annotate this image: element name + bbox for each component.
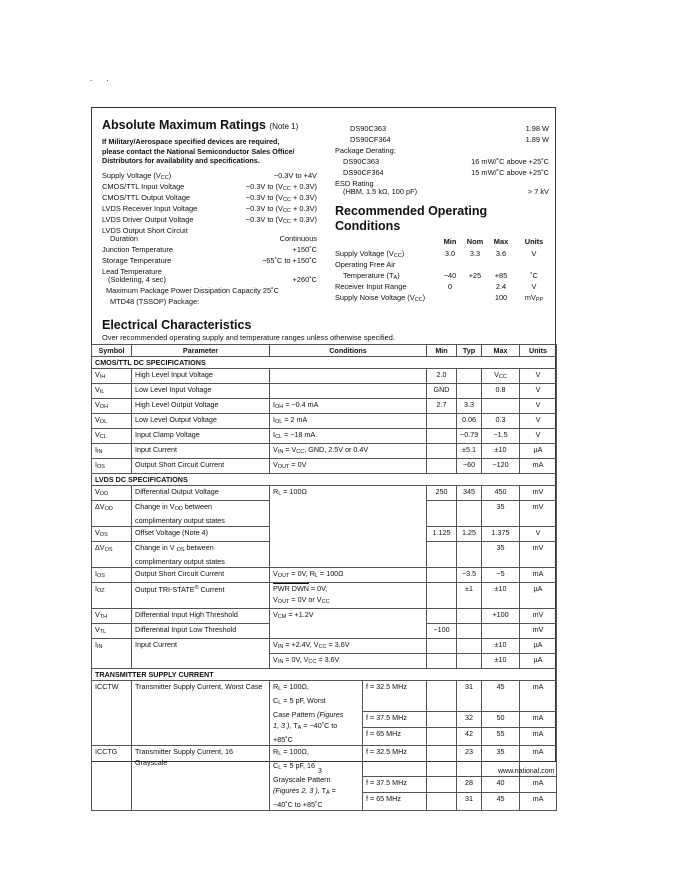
param-cell: Offset Voltage (Note 4)	[132, 527, 270, 542]
symbol-cell: ICCTW	[92, 681, 132, 746]
typ-cell	[457, 369, 482, 384]
max-cell: 1.375	[482, 527, 520, 542]
typ-cell	[457, 501, 482, 527]
typ-cell: −0.79	[457, 429, 482, 444]
amr-title-text: Absolute Maximum Ratings	[102, 118, 266, 132]
typ-cell: −60	[457, 459, 482, 474]
cond-cell: IOH = −0.4 mA	[270, 399, 427, 414]
warning-line: please contact the National Semiconductor Sales Office/	[102, 146, 295, 156]
max-cell: 55	[482, 727, 520, 745]
roc-value: 2.4	[495, 282, 507, 291]
min-cell	[427, 712, 457, 728]
amr-row: Storage Temperature	[102, 256, 172, 265]
section-row	[92, 357, 557, 369]
cond-cell: VOUT = 0V	[270, 459, 427, 474]
cond-cell	[270, 369, 427, 384]
max-cell: −120	[482, 459, 520, 474]
units-cell: mA	[520, 568, 557, 583]
roc-value: 3.6	[495, 249, 507, 258]
amr-right-row: (HBM, 1.5 kΩ, 100 pF)	[343, 187, 418, 196]
table-row	[92, 568, 557, 583]
symbol-cell: IOS	[92, 459, 132, 474]
roc-row: Temperature (TA)	[343, 271, 400, 281]
amr-warning	[102, 137, 312, 166]
freq-cell: f = 37.5 MHz	[363, 712, 427, 728]
symbol-cell: VTH	[92, 609, 132, 624]
typ-cell	[457, 384, 482, 399]
param-cell: Change in VOD between complimentary output states	[132, 501, 270, 527]
typ-cell: 0.06	[457, 414, 482, 429]
min-cell	[427, 583, 457, 609]
param-cell: Transmitter Supply Current, Worst Case	[132, 681, 270, 746]
amr-value: −0.3V to +4V	[273, 171, 317, 180]
table-row	[92, 609, 557, 624]
max-cell	[482, 399, 520, 414]
table-row	[92, 746, 557, 777]
max-cell: 35	[482, 542, 520, 568]
page-number: 3	[318, 768, 322, 775]
roc-title-line: Recommended Operating	[335, 204, 488, 218]
param-cell: Output Short Circuit Current	[132, 568, 270, 583]
max-cell: 50	[482, 712, 520, 728]
table-row	[92, 486, 557, 501]
min-cell	[427, 501, 457, 527]
symbol-cell: IOS	[92, 568, 132, 583]
min-cell: 2.0	[427, 369, 457, 384]
min-cell	[427, 542, 457, 568]
amr-row: MTD48 (TSSOP) Package:	[110, 297, 200, 306]
cond-cell: IOL = 2 mA	[270, 414, 427, 429]
amr-value: −0.3V to (VCC + 0.3V)	[245, 193, 317, 203]
typ-cell: 1.25	[457, 527, 482, 542]
cond-cell: VIN = +2.4V, VCC = 3.6V	[270, 639, 427, 654]
max-cell: +100	[482, 609, 520, 624]
col-header: Parameter	[132, 345, 270, 357]
roc-value: +85	[494, 271, 508, 280]
min-cell	[427, 727, 457, 745]
table-row	[92, 384, 557, 399]
cond-cell: RL = 100Ω	[270, 486, 427, 568]
param-cell: Output Short Circuit Current	[132, 459, 270, 474]
typ-cell: 23	[457, 746, 482, 777]
symbol-cell: VOD	[92, 486, 132, 501]
table-row	[92, 444, 557, 459]
typ-cell	[457, 639, 482, 654]
roc-row: Supply Noise Voltage (VCC)	[335, 293, 426, 303]
units-cell: µA	[520, 639, 557, 654]
symbol-cell: ΔVOD	[92, 501, 132, 527]
col-header: Conditions	[270, 345, 427, 357]
amr-row: CMOS/TTL Output Voltage	[102, 193, 191, 202]
col-header: Units	[520, 345, 557, 357]
units-cell: mV	[520, 486, 557, 501]
freq-cell: f = 65 MHz	[363, 792, 427, 810]
roc-title	[335, 204, 487, 234]
col-header: Min	[427, 345, 457, 357]
col-header: Max	[482, 345, 520, 357]
col-header: Symbol	[92, 345, 132, 357]
min-cell	[427, 639, 457, 654]
units-cell: mA	[520, 712, 557, 728]
amr-value: −65˚C to +150˚C	[261, 256, 317, 265]
symbol-cell: VIH	[92, 369, 132, 384]
param-cell: Low Level Output Voltage	[132, 414, 270, 429]
max-cell: −5	[482, 568, 520, 583]
param-cell: High Level Input Voltage	[132, 369, 270, 384]
roc-value: ˚C	[530, 271, 538, 280]
amr-right-row: ESD Rating	[335, 179, 374, 188]
roc-value: −40	[443, 271, 457, 280]
min-cell	[427, 444, 457, 459]
units-cell: mV	[520, 542, 557, 568]
amr-row: Supply Voltage (VCC)	[102, 171, 172, 181]
units-cell: µA	[520, 444, 557, 459]
amr-right-value: 16 mW/˚C above +25˚C	[471, 157, 549, 166]
amr-value: +260˚C	[292, 275, 317, 284]
units-cell: V	[520, 369, 557, 384]
typ-cell: 31	[457, 681, 482, 712]
cond-cell: VCM = +1.2V	[270, 609, 427, 639]
min-cell: −100	[427, 624, 457, 639]
max-cell: 40	[482, 777, 520, 793]
typ-cell	[457, 609, 482, 624]
section-row	[92, 669, 557, 681]
amr-right-value: 1.98 W	[525, 124, 549, 133]
amr-right-row: Package Derating:	[335, 146, 396, 155]
roc-row: Receiver Input Range	[335, 282, 407, 291]
min-cell: 2.7	[427, 399, 457, 414]
amr-row: Lead Temperature	[102, 267, 162, 276]
min-cell: GND	[427, 384, 457, 399]
min-cell	[427, 414, 457, 429]
units-cell: mV	[520, 501, 557, 527]
symbol-cell: IOZ	[92, 583, 132, 609]
max-cell	[482, 624, 520, 639]
max-cell: VCC	[482, 369, 520, 384]
ec-subtitle: Over recommended operating supply and temperature ranges unless otherwise specified.	[102, 333, 395, 342]
typ-cell	[457, 654, 482, 669]
units-cell: mA	[520, 746, 557, 777]
amr-row: Maximum Package Power Dissipation Capacity 25˚C	[106, 286, 279, 295]
table-row	[92, 414, 557, 429]
cond-cell: VOUT = 0V, RL = 100Ω	[270, 568, 427, 583]
roc-header: Max	[493, 237, 509, 246]
freq-cell: f = 65 MHz	[363, 727, 427, 745]
amr-value: −0.3V to (VCC + 0.3V)	[245, 204, 317, 214]
cond-cell	[270, 384, 427, 399]
amr-row: Duration	[110, 234, 138, 243]
warning-line: Distributors for availability and specifications.	[102, 156, 260, 165]
amr-value: −0.3V to (VCC + 0.3V)	[245, 215, 317, 225]
param-cell: Input Clamp Voltage	[132, 429, 270, 444]
typ-cell: 42	[457, 727, 482, 745]
amr-value: −0.3V to (VCC + 0.3V)	[245, 182, 317, 192]
param-cell: Change in V OS between complimentary output states	[132, 542, 270, 568]
units-cell: mV	[520, 609, 557, 624]
cond-cell: VIN = VCC, GND, 2.5V or 0.4V	[270, 444, 427, 459]
min-cell	[427, 792, 457, 810]
roc-header: Nom	[466, 237, 484, 246]
units-cell: mA	[520, 792, 557, 810]
typ-cell	[457, 542, 482, 568]
table-row	[92, 399, 557, 414]
typ-cell: 345	[457, 486, 482, 501]
cond-cell: RL = 100Ω, CL = 5 pF, Worst Case Pattern (Figures 1, 3 ), TA = −40˚C to +85˚C	[270, 681, 363, 746]
amr-row: LVDS Driver Output Voltage	[102, 215, 194, 224]
units-cell: mV	[520, 624, 557, 639]
typ-cell: 31	[457, 792, 482, 810]
max-cell: 35	[482, 746, 520, 777]
amr-row: (Soldering, 4 sec)	[108, 275, 166, 284]
param-cell: Differential Input High Threshold	[132, 609, 270, 624]
min-cell	[427, 568, 457, 583]
min-cell: 1.125	[427, 527, 457, 542]
amr-row: CMOS/TTL Input Voltage	[102, 182, 185, 191]
max-cell: ±10	[482, 639, 520, 654]
min-cell	[427, 429, 457, 444]
amr-right-value: 15 mW/˚C above +25˚C	[471, 168, 549, 177]
min-cell	[427, 746, 457, 777]
roc-value: +25	[468, 271, 482, 280]
symbol-cell: ICCTG	[92, 746, 132, 811]
max-cell: 0.8	[482, 384, 520, 399]
site-link[interactable]: www.national.com	[498, 768, 555, 775]
max-cell: 450	[482, 486, 520, 501]
units-cell: mA	[520, 727, 557, 745]
amr-right-row: DS90C363	[343, 157, 380, 166]
units-cell: mA	[520, 459, 557, 474]
freq-cell: f = 32.5 MHz	[363, 746, 427, 777]
page-marks: . .	[90, 74, 115, 83]
min-cell	[427, 609, 457, 624]
max-cell: −1.5	[482, 429, 520, 444]
amr-right-row: DS90CF364	[343, 168, 384, 177]
roc-header: Units	[524, 237, 544, 246]
max-cell: 45	[482, 792, 520, 810]
amr-row: Junction Temperature	[102, 245, 173, 254]
amr-right-value: 1.89 W	[525, 135, 549, 144]
section-label: CMOS/TTL DC SPECIFICATIONS	[92, 357, 557, 369]
units-cell: V	[520, 414, 557, 429]
typ-cell: ±5.1	[457, 444, 482, 459]
warning-line: If Military/Aerospace specified devices are required,	[102, 137, 280, 146]
section-label: LVDS DC SPECIFICATIONS	[92, 474, 557, 486]
roc-row: Operating Free Air	[335, 260, 396, 269]
table-row	[92, 681, 557, 712]
cond-cell: PWR DWN = 0V, VOUT = 0V or VCC	[270, 583, 427, 609]
units-cell: µA	[520, 583, 557, 609]
min-cell	[427, 654, 457, 669]
freq-cell: f = 37.5 MHz	[363, 777, 427, 793]
table-row	[92, 583, 557, 609]
typ-cell: 3.3	[457, 399, 482, 414]
typ-cell: ±1	[457, 583, 482, 609]
cond-cell: RL = 100Ω, CL = 5 pF, 16 Grayscale Pattern (Figures 2, 3 ), TA = −40˚C to +85˚C	[270, 746, 363, 811]
symbol-cell: VTL	[92, 624, 132, 639]
roc-row: Supply Voltage (VCC)	[335, 249, 405, 259]
cond-cell: VIN = 0V, VCC = 3.6V	[270, 654, 427, 669]
param-cell: High Level Output Voltage	[132, 399, 270, 414]
typ-cell: 32	[457, 712, 482, 728]
units-cell: mA	[520, 777, 557, 793]
amr-right-row: DS90C363	[350, 124, 387, 133]
param-cell: Input Current	[132, 639, 270, 669]
units-cell: V	[520, 527, 557, 542]
table-row	[92, 639, 557, 654]
max-cell: ±10	[482, 444, 520, 459]
roc-value: V	[531, 282, 537, 291]
min-cell	[427, 777, 457, 793]
amr-right-value: > 7 kV	[527, 187, 549, 196]
min-cell: 250	[427, 486, 457, 501]
units-cell: V	[520, 384, 557, 399]
amr-title	[102, 118, 298, 132]
amr-note: (Note 1)	[269, 122, 299, 131]
table-row	[92, 459, 557, 474]
symbol-cell: IIN	[92, 444, 132, 459]
symbol-cell: VOL	[92, 414, 132, 429]
roc-value: 0	[447, 282, 453, 291]
param-cell: Low Level Input Voltage	[132, 384, 270, 399]
typ-cell	[457, 624, 482, 639]
section-label: TRANSMITTER SUPPLY CURRENT	[92, 669, 557, 681]
cond-cell: ICL = −18 mA	[270, 429, 427, 444]
min-cell	[427, 681, 457, 712]
units-cell: mA	[520, 681, 557, 712]
roc-value: mVPP	[524, 293, 544, 303]
table-row	[92, 429, 557, 444]
ec-title: Electrical Characteristics	[102, 318, 252, 332]
table-row	[92, 369, 557, 384]
amr-row: LVDS Receiver Input Voltage	[102, 204, 198, 213]
amr-value: +150˚C	[292, 245, 317, 254]
max-cell: 35	[482, 501, 520, 527]
roc-value: 3.3	[469, 249, 481, 258]
param-cell: Differential Input Low Threshold	[132, 624, 270, 639]
symbol-cell: VOS	[92, 527, 132, 542]
roc-header: Min	[443, 237, 457, 246]
amr-right-row: DS90CF364	[350, 135, 391, 144]
max-cell: 0.3	[482, 414, 520, 429]
symbol-cell: IIN	[92, 639, 132, 669]
units-cell: V	[520, 399, 557, 414]
ec-table	[91, 344, 557, 811]
param-cell: Differential Output Voltage	[132, 486, 270, 501]
max-cell: 45	[482, 681, 520, 712]
symbol-cell: VIL	[92, 384, 132, 399]
typ-cell: −3.5	[457, 568, 482, 583]
param-cell: Transmitter Supply Current, 16 Grayscale	[132, 746, 270, 811]
amr-value: Continuous	[279, 234, 317, 243]
amr-row: LVDS Output Short Circuit	[102, 226, 188, 235]
freq-cell: f = 32.5 MHz	[363, 681, 427, 712]
param-cell: Output TRI-STATE® Current	[132, 583, 270, 609]
max-cell: ±10	[482, 583, 520, 609]
param-cell: Input Current	[132, 444, 270, 459]
max-cell: ±10	[482, 654, 520, 669]
col-header: Typ	[457, 345, 482, 357]
roc-value: 100	[494, 293, 508, 302]
roc-title-line: Conditions	[335, 219, 401, 233]
symbol-cell: VCL	[92, 429, 132, 444]
typ-cell: 28	[457, 777, 482, 793]
table-header-row	[92, 345, 557, 357]
symbol-cell: VOH	[92, 399, 132, 414]
section-row	[92, 474, 557, 486]
units-cell: µA	[520, 654, 557, 669]
min-cell	[427, 459, 457, 474]
roc-value: 3.0	[444, 249, 456, 258]
symbol-cell: ΔVOS	[92, 542, 132, 568]
units-cell: V	[520, 429, 557, 444]
roc-value: V	[531, 249, 537, 258]
